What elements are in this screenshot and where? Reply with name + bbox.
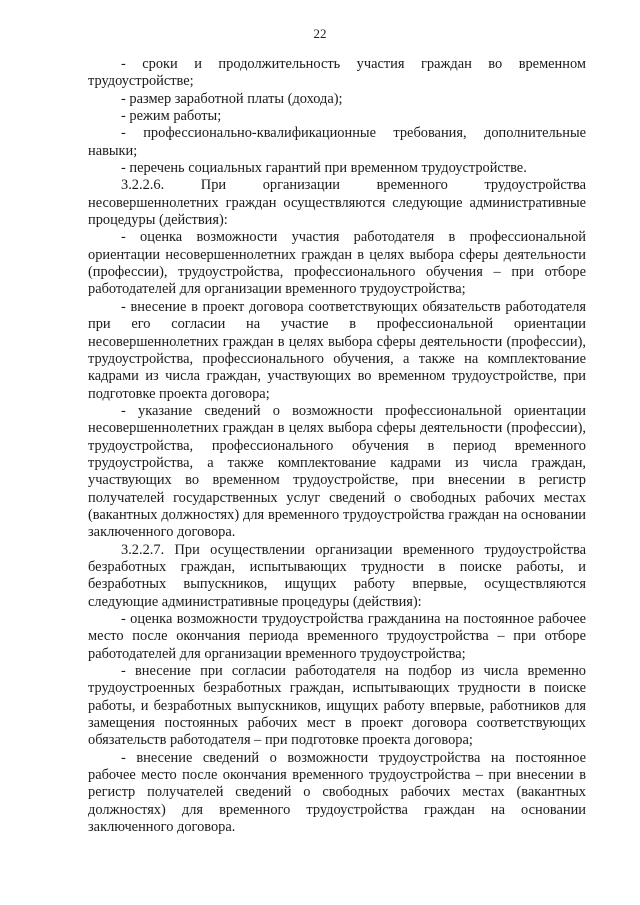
- paragraph-career-guidance-info: - указание сведений о возможности профессиональной ориентации несовершеннолетних граждан в целях выбора сферы деятельности (профессии), трудоустройства, профессионального обучения в период временного трудоустройства, а также комплектование кадрами из числа граждан, участвующих во временном трудоустройстве, при внесении в регистр получателей государственных услуг сведений о свободных рабочих местах (вакантных должностях) для временного трудоустройства граждан на основании заключенного договора.: [88, 402, 586, 541]
- paragraph-salary: - размер заработной платы (дохода);: [121, 90, 343, 107]
- paragraph-section-3-2-2-7: 3.2.2.7. При осуществлении организации временного трудоустройства безработных граждан, испытывающих трудности в поиске работы, и безработных выпускников, ищущих работу впервые, осуществляются следующие административные процедуры (действия):: [88, 541, 586, 610]
- paragraph-work-schedule: - режим работы;: [121, 108, 222, 125]
- paragraph-qualification-requirements: - профессионально-квалификационные требования, дополнительные навыки;: [88, 125, 586, 159]
- document-body: [88, 56, 586, 836]
- paragraph-terms-duration: - сроки и продолжительность участия граждан во временном трудоустройстве;: [88, 56, 586, 90]
- paragraph-section-3-2-2-6: 3.2.2.6. При организации временного трудоустройства несовершеннолетних граждан осуществляются следующие административные процедуры (действия):: [88, 177, 586, 229]
- paragraph-social-guarantees: - перечень социальных гарантий при временном трудоустройстве.: [121, 160, 527, 177]
- page-number: 22: [313, 26, 327, 41]
- paragraph-contract-obligations: - внесение в проект договора соответствующих обязательств работодателя при его согласии на участие в профессиональной ориентации несовершеннолетних граждан в целях выбора сферы деятельности (профессии), трудоустройства, профессионального обучения, а также на комплектование кадрами из числа граждан, участвующих во временном трудоустройстве, при подготовке проекта договора;: [88, 298, 586, 402]
- paragraph-employer-assessment: - оценка возможности участия работодателя в профессиональной ориентации несовершеннолетних граждан в целях выбора сферы деятельности (профессии), трудоустройства, профессионального обучения – при отборе работодателей для организации временного трудоустройства;: [88, 229, 586, 298]
- paragraph-permanent-employment-assessment: - оценка возможности трудоустройства гражданина на постоянное рабочее место после окончания периода временного трудоустройства – при отборе работодателей для организации временного трудоустройства;: [88, 611, 586, 662]
- paragraph-register-entry: - внесение сведений о возможности трудоустройства на постоянное рабочее место после окончания временного трудоустройства – при внесении в регистр получателей сведений о свободных рабочих местах (вакантных должностях) для временного трудоустройства граждан на основании заключенного договора.: [88, 749, 586, 836]
- paragraph-employer-consent-selection: - внесение при согласии работодателя на подбор из числа временно трудоустроенных безработных граждан, испытывающих трудности в поиске работы, и безработных выпускников, ищущих работу впервые, работников для замещения постоянных рабочих мест в проект договора соответствующих обязательств работодателя – при подготовке проекта договора;: [88, 663, 586, 749]
